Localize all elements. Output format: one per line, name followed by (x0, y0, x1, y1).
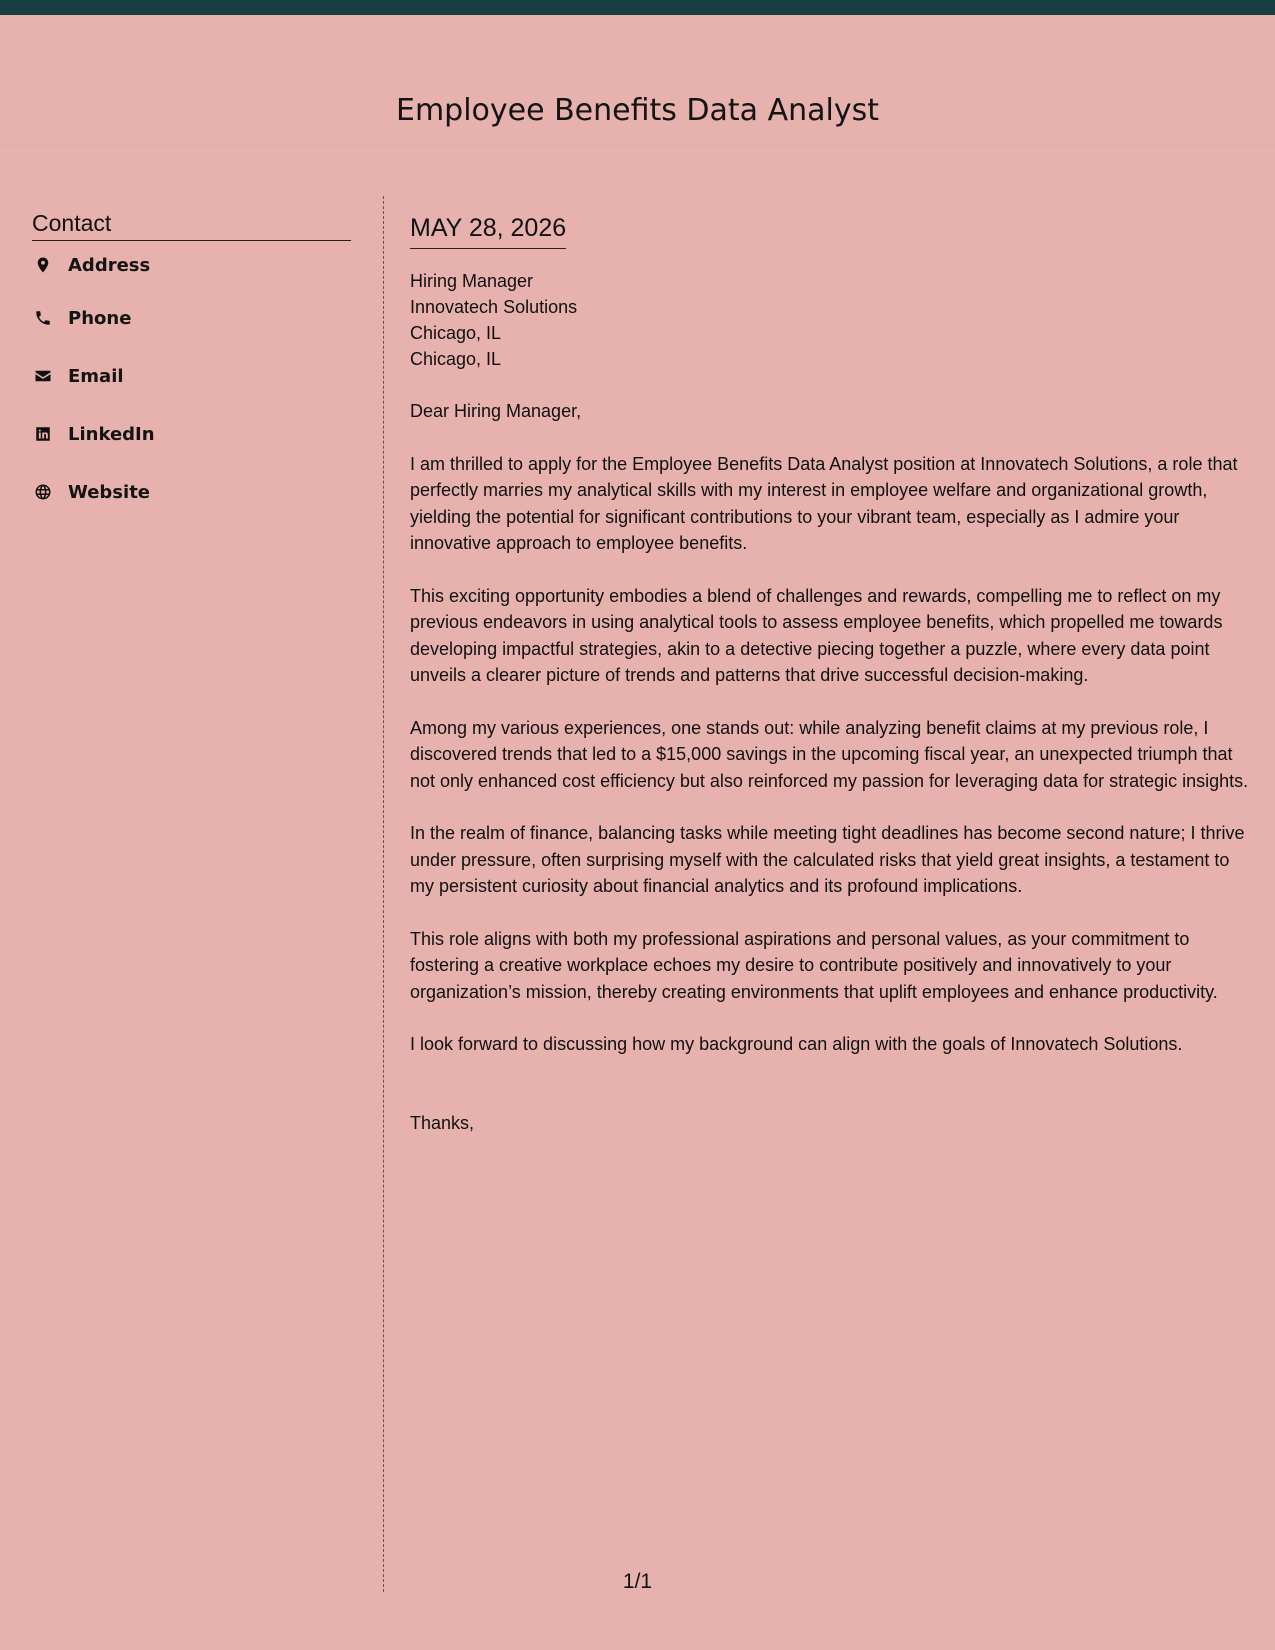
recipient-city: Chicago, IL (410, 349, 502, 369)
letter-paragraph: In the realm of finance, balancing tasks while meeting tight deadlines has become second nature; I thrive under pressure, often surprising myself with the calculated risks that yield great insights, a testament to my persistent curiosity about financial analytics and its profound implications. (410, 823, 1245, 896)
recipient-name: Hiring Manager (410, 271, 534, 291)
letter-body (410, 212, 1250, 1136)
contact-item-phone (32, 289, 351, 347)
contact-label: Address (68, 254, 151, 276)
contact-item-email (32, 347, 351, 405)
contact-label: Phone (68, 307, 132, 329)
phone-icon (32, 307, 54, 329)
envelope-icon (32, 365, 54, 387)
contact-label: LinkedIn (68, 423, 155, 445)
contact-heading: Contact (32, 210, 351, 241)
sidebar (32, 210, 351, 521)
top-bar (0, 0, 1275, 15)
page-number: 1/1 (622, 1570, 653, 1593)
letter-paragraph: Among my various experiences, one stands out: while analyzing benefit claims at my previous role, I discovered trends that led to a $15,000 savings in the upcoming fiscal year, an unexpected triumph that not only enhanced cost efficiency but also reinforced my passion for leveraging data for strategic insights. (410, 717, 1249, 791)
column-divider (383, 196, 384, 1592)
linkedin-icon (32, 423, 54, 445)
contact-list (32, 241, 351, 521)
letter-paragraph: I look forward to discussing how my background can align with the goals of Innovatech Solutions. (410, 1034, 1183, 1054)
contact-item-website (32, 463, 351, 521)
contact-label: Website (68, 481, 151, 503)
recipient-city: Chicago, IL (410, 323, 502, 343)
letter-date: MAY 28, 2026 (410, 212, 566, 249)
page-title: Employee Benefits Data Analyst (395, 93, 880, 128)
globe-icon (32, 481, 54, 503)
contact-label: Email (68, 365, 124, 387)
recipient-block (410, 268, 1250, 372)
contact-item-linkedin (32, 405, 351, 463)
letter-paragraph: This exciting opportunity embodies a blend of challenges and rewards, compelling me to reflect on my previous endeavors in using analytical tools to assess employee benefits, which propelled me towards developing impactful strategies, akin to a detective piecing together a puzzle, where every data point unveils a clearer picture of trends and patterns that drive successful decision-making. (410, 585, 1223, 685)
salutation: Dear Hiring Manager, (410, 401, 582, 421)
contact-item-address (32, 241, 351, 289)
closing: Thanks, (410, 1112, 475, 1133)
map-marker-icon (32, 254, 54, 276)
letter-paragraph: I am thrilled to apply for the Employee Benefits Data Analyst position at Innovatech Solutions, a role that perfectly marries my analytical skills with my interest in employee welfare and organizational growth, yielding the potential for significant contributions to your vibrant team, especially as I admire your innovative approach to employee benefits. (410, 453, 1238, 553)
letter-paragraph: This role aligns with both my professional aspirations and personal values, as your commitment to fostering a creative workplace echoes my desire to contribute positively and innovatively to your organization’s mission, thereby creating environments that uplift employees and enhance productivity. (410, 928, 1218, 1002)
header (0, 15, 1275, 146)
recipient-company: Innovatech Solutions (410, 297, 578, 317)
